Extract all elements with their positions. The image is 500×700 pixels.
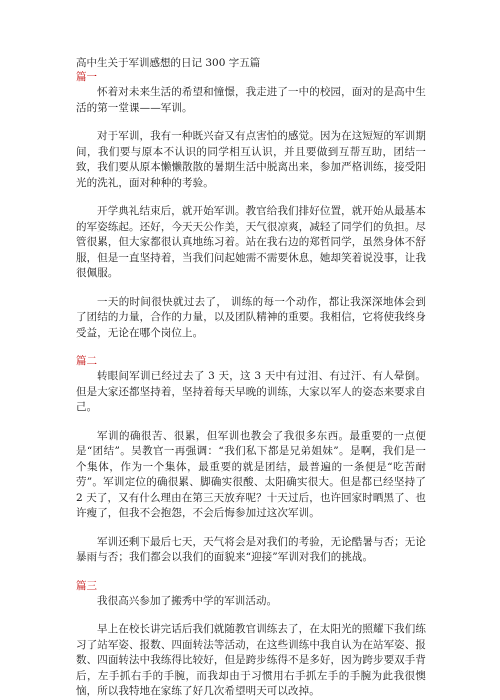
paragraph: 一天的时间很快就过去了， 训练的每一个动作，都让我深深地体会到了团结的力量，合作的力量，以及团队精神的重要。我相信，它将使我终身受益，无论在哪个岗位上。 (76, 295, 426, 339)
paragraph: 早上在校长讲完话后我们就随教官训练去了，在太阳光的照耀下我们练习了站军姿、报数、四面转法等活动，在这些训练中我自认为在站军姿、报数、四面转法中我练得比较好，但是跨步练得不是多好，因为跨步要双手背后，左手抓右手的手腕，而我却由于习惯用右手抓左手的手腕为此我很懊恼，所以我特地在家练了好几次希望明天可以改掉。 (76, 623, 426, 697)
paragraph: 开学典礼结束后，就开始军训。教官给我们排好位置，就开始从最基本的军姿练起。还好，今天天公作美，天气很凉爽，减轻了同学们的负担。尽管很累，但大家都很认真地练习着。站在我右边的郑哲同学，虽然身体不舒服，但是一直坚持着，当我们问起她需不需要休息，她却笑着说没事，让我很佩服。 (76, 205, 426, 279)
paragraph: 军训还剩下最后七天，天气将会是对我们的考验，无论酷暑与否；无论暴雨与否；我们都会以我们的面貌来“迎接”军训对我们的挑战。 (76, 535, 426, 563)
section-heading-1: 篇一 (76, 71, 97, 83)
paragraph: 对于军训，我有一种既兴奋又有点害怕的感觉。因为在这短短的军训期间，我们要与原本不认识的同学相互认识，并且要做到互帮互助，团结一致，我们要从原本懒懒散散的暑期生活中脱离出来，参加严格训练，接受阳光的洗礼，面对种种的考验。 (76, 130, 426, 189)
paragraph: 军训的确很苦、很累，但军训也教会了我很多东西。最重要的一点便是“团结”。吴教官一再强调：“我们私下都是兄弟姐妹”。是啊，我们是一个集体，作为一个集体，最重要的就是团结，最普遍的一条便是“吃苦耐劳”。军训定位的确很累、脚确实很酸、太阳确实很大。但是都已经坚持了 2 天了，又有什么理由在第三天放弃呢？十天过后，也许回家时晒黑了、也许瘦了，但我不会抱怨，不会后悔参加过这次军训。 (76, 429, 426, 519)
paragraph: 怀着对未来生活的希望和憧憬，我走进了一中的校园，面对的是高中生活的第一堂课——军训。 (76, 86, 426, 114)
paragraph: 我很高兴参加了搬秀中学的军训活动。 (97, 594, 278, 607)
section-heading-3: 篇三 (76, 579, 97, 592)
paragraph: 转眼间军训已经过去了 3 天，这 3 天中有过泪、有过汗、有人晕倒。但是大家还都坚持着，坚持着每天早晚的训练，大家以军人的姿态来要求自己。 (76, 370, 426, 413)
section-heading-2: 篇二 (76, 355, 97, 367)
document-title: 高中生关于军训感想的日记 300 字五篇 (76, 57, 261, 69)
